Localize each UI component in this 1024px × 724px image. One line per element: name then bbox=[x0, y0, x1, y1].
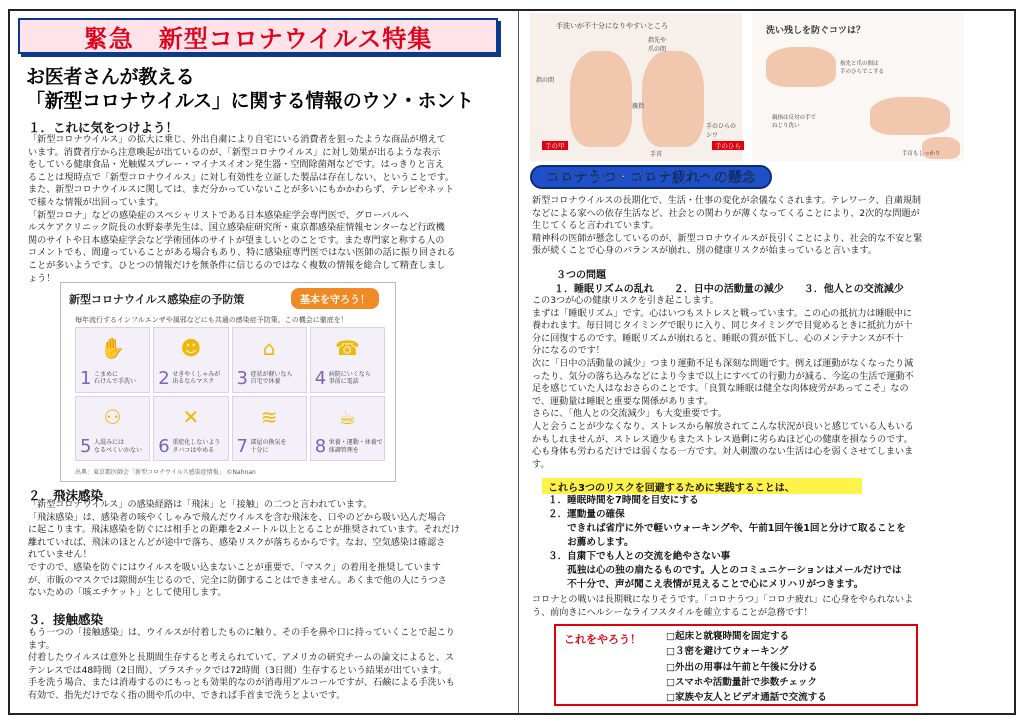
prevention-tile bbox=[232, 396, 307, 462]
intro-line: などによる家への依存生活など、社会との関わりが薄くなってくることにより、2次的な問題が bbox=[532, 208, 920, 219]
step-line: ２．運動量の確保 bbox=[548, 509, 625, 520]
hand-back-shape bbox=[570, 51, 632, 147]
no-smoking-icon: ✕ bbox=[182, 404, 200, 429]
section1-line: また、新型コロナウイルスに関しては、まだ分かっていないことが多いにもかかわらず、テレビやネット bbox=[28, 185, 454, 196]
handwash-diagram-photo bbox=[530, 13, 742, 161]
body-line: 足を感じていた人はなおさらのことです。「良質な睡眠は健全な肉体疲労があってこそ」なの bbox=[532, 384, 909, 395]
section1-line: 「新型コロナウイルス」の拡大に乗じ、外出自粛により自宅にいる消費者を狙ったような商品が増えて bbox=[28, 135, 446, 145]
headline-line1: お医者さんが教える bbox=[26, 66, 195, 88]
tile-label: 部屋の換気を 十分に bbox=[250, 439, 287, 454]
section2-line: 「飛沫感染」は、感染者の咳やくしゃみで飛んだウイルスを含む飛沫を、口やのどから吸い込んだ場合 bbox=[28, 512, 446, 523]
hand-photo bbox=[870, 97, 950, 135]
todo-list bbox=[666, 629, 827, 705]
section2-line: 「新型コロナウイルス」の感染経路は「飛沫」と「接触」の二つと言われています。 bbox=[28, 500, 373, 510]
section1-line: います。消費者庁から注意喚起が出ているのが、「新型コロナウイルス」に対し効果が出るような表示 bbox=[28, 147, 441, 158]
closing-line: コロナとの戦いは長期戦になりそうです。「コロナうつ」「コロナ疲れ」に心身をやられないよ bbox=[532, 595, 914, 605]
tile-label: 重症化しないよう タバコはやめる bbox=[172, 439, 221, 454]
body-line: 分になるのです！ bbox=[532, 346, 605, 357]
banner bbox=[18, 18, 498, 54]
tile-number: 2 bbox=[158, 367, 170, 389]
section2-line: に起こります。飛沫感染を防ぐには相手との距離を2メートル以上とることが推奨されています。それだけ bbox=[28, 525, 460, 536]
section1-line: 関のサイトや日本感染症学会など学術団体のサイトが望ましいとのことです。また専門家と称する人の bbox=[28, 235, 445, 246]
hand-palm-shape bbox=[642, 51, 704, 147]
tile-number: 8 bbox=[314, 436, 327, 457]
section2-line: れていません！ bbox=[28, 550, 92, 561]
prevention-tile bbox=[232, 327, 307, 393]
body-line: 心も身体も労わるだけでは弱くなる一方です。対人刺激のない生活は心を弱くさせてしまいま bbox=[532, 447, 914, 458]
intro-line: 精神科の医師が懸念しているのが、新型コロナウイルスが長引くことにより、社会的な不安と緊 bbox=[532, 233, 923, 244]
photo-left-title: 手洗いが不十分になりやすいところ bbox=[556, 22, 668, 30]
section2-line: 離れていれば、飛沫のほとんどが途中で落ち、感染リスクが落ちるからです。なお、空気感染は確認さ bbox=[28, 537, 446, 548]
section1-title: １．これに気をつけよう！ bbox=[28, 120, 179, 135]
step-line: 不十分で、声が聞こえ表情が見えることで心にメリハリがつきます。 bbox=[548, 579, 864, 590]
todo-box bbox=[554, 624, 918, 706]
handwash-tips-photo bbox=[752, 13, 964, 161]
section1-line: をしている健康食品・光触媒スプレー・マイナスイオン発生器・空間除菌剤などです。はっきりと言え bbox=[28, 160, 445, 171]
tile-label: 栄養・運動・休養で 体調管理を bbox=[328, 439, 383, 454]
banner-title: 緊急 新型コロナウイルス特集 bbox=[83, 24, 433, 53]
label-palm: 手のひら bbox=[712, 141, 744, 150]
prevention-tile bbox=[310, 396, 385, 462]
tip-note: 指先と爪の間は 手のひらでこする bbox=[840, 61, 884, 75]
headline-line2: 「新型コロナウイルス」に関する情報のウソ・ホント bbox=[26, 90, 474, 112]
tile-number: 3 bbox=[236, 367, 248, 389]
todo-item: □スマホや活動量計で歩数チェック bbox=[666, 676, 818, 688]
step-line: １．睡眠時間を7時間を目安にする bbox=[548, 495, 699, 506]
right-intro bbox=[532, 195, 923, 258]
section2-line: が、市販のマスクでは隙間が生じるので、完全に防御することはできません。あくまで他の人にうつさ bbox=[28, 575, 447, 586]
body-line: で、運動量は睡眠と重要な関係があります。 bbox=[532, 396, 713, 407]
intro-line: 張が続くことで心身のバランスが崩れ、別の健康リスクが始まっていると言います。 bbox=[532, 246, 877, 257]
meal-icon: ☕ bbox=[338, 404, 357, 429]
prevention-tile bbox=[153, 327, 228, 393]
step-line: お薦めします。 bbox=[548, 537, 634, 548]
tile-label: 病院にいくなら 事前に電話 bbox=[328, 370, 371, 385]
home-icon: ⌂ bbox=[262, 336, 276, 360]
label-wrist: 手首 bbox=[650, 151, 663, 158]
steps-list bbox=[548, 494, 906, 592]
step-line: ３．自粛下でも人との交流を絶やさない事 bbox=[548, 551, 731, 562]
prevention-tiles bbox=[75, 327, 385, 461]
infographic-badge: 基本を守ろう！ bbox=[291, 288, 379, 309]
handwash-icon: ✋ bbox=[100, 336, 126, 360]
mask-icon: ☻ bbox=[180, 336, 202, 360]
problems-list: １．睡眠リズムの乱れ ２．日中の活動量の減少 ３．他人との交流減少 bbox=[554, 284, 904, 295]
problems-title: ３つの問題 bbox=[556, 270, 606, 281]
tip-note: 手首もしっかり bbox=[902, 151, 941, 157]
body-line: かもしれませんが、ストレス過少もまたストレス過剰に劣らぬほど心の健康を損なうのです。 bbox=[532, 434, 913, 445]
body-line: 人と会うことが少なくなり、ストレスから解放されてこんな状況が良いと感じている人もいる bbox=[532, 421, 914, 432]
section2-line: ですので、感染を防ぐにはウイルスを吸い込まないことが重要で、「マスク」の着用を推奨しています bbox=[28, 562, 441, 573]
todo-item: □３密を避けてウォーキング bbox=[666, 646, 789, 658]
step-line: できれば省庁に外で軽いウォーキングや、午前1回午後1回と分けて取ることを bbox=[548, 523, 906, 534]
hand-photo bbox=[766, 47, 836, 87]
label-thumb: 親指 bbox=[632, 103, 645, 110]
tile-number: 1 bbox=[80, 367, 92, 389]
closing-text bbox=[532, 594, 913, 619]
section1-line: ことが多いようです。ひとつの情報だけを無条件に信じるのではなく複数の情報を総合して精査しまし bbox=[28, 260, 446, 271]
right-heading-pill bbox=[530, 165, 772, 189]
section1-line: 「新型コロナ」などの感染症のスペシャリストである日本感染症学会専門医で、グローバルヘ bbox=[28, 210, 409, 221]
phone-icon: ☎ bbox=[334, 336, 360, 360]
todo-item: □家族や友人とビデオ通話で交流する bbox=[666, 692, 827, 704]
infographic-subtitle: 毎年流行するインフルエンザや風邪などにも共通の感染症予防策。この機会に徹底を！ bbox=[75, 316, 348, 324]
intro-line: 生じてくると言われています。 bbox=[532, 221, 659, 232]
prevention-tile bbox=[75, 396, 150, 462]
section1-line: ルスケアクリニック院長の水野泰孝先生は、国立感染症研究所・東京都感染症情報センターなど行政機 bbox=[28, 223, 445, 234]
section1-body bbox=[28, 134, 455, 285]
label-back-of-hand: 手の甲 bbox=[542, 141, 568, 150]
section3-line: もう一つの「接触感染」は、ウイルスが付着したものに触り、その手を鼻や口に持っていくことで起こり bbox=[28, 628, 455, 638]
tile-number: 5 bbox=[80, 436, 92, 457]
section3-title: ３．接触感染 bbox=[28, 612, 104, 627]
tip-note: 親指は反対の手で ねじり洗い bbox=[772, 115, 817, 129]
prevention-tile bbox=[75, 327, 150, 393]
section1-line: ょう！ bbox=[28, 273, 56, 284]
body-line: 分に回復するのです。睡眠リズムが崩れると、睡眠の質が低下し、心のメンテナンスが不十 bbox=[532, 333, 904, 344]
intro-line: 新型コロナウイルスの長期化で、生活・仕事の変化が余儀なくされます。テレワーク、自粛規制 bbox=[532, 196, 922, 206]
tile-number: 6 bbox=[158, 436, 170, 457]
column-divider bbox=[518, 11, 519, 713]
tile-label: こまめに 石けんで手洗い bbox=[94, 370, 137, 385]
section3-line: 手を洗う場合、または消毒するのにもっとも効果的なのが消毒用アルコールですが、石鹸による手洗いも bbox=[28, 678, 455, 689]
highlight-text: これら3つのリスクを回避するために実践することは、 bbox=[548, 483, 795, 494]
section1-line: ることは現時点で「新型コロナウイルス」に対し有効性を立証した製品は存在しない、ということです。 bbox=[28, 172, 455, 183]
todo-title: これをやろう！ bbox=[564, 633, 641, 646]
tile-label: 症状が軽いなら 自宅で休養 bbox=[250, 370, 293, 385]
closing-line: う、前向きにヘルシーなライフスタイルを確立することが急務です！ bbox=[532, 607, 813, 618]
infographic-title: 新型コロナウイルス感染症の予防策 bbox=[69, 293, 245, 306]
right-heading: コロナうつ・コロナ疲れへの懸念 bbox=[546, 170, 756, 186]
section2-body bbox=[28, 499, 460, 600]
step-line: 孤独は心の独の扇たるものです。人とのコミュニケーションはメールだけでは bbox=[548, 565, 902, 576]
prevention-infographic bbox=[60, 282, 396, 482]
todo-item: □起床と就寝時間を固定する bbox=[666, 631, 789, 642]
prevention-tile bbox=[153, 396, 228, 462]
body-line: 養われます。毎日同じタイミングで眠りに入り、同じタイミングで目覚めるときに抵抗力が十 bbox=[532, 321, 913, 332]
tile-label: 人混みには なるべくいかない bbox=[94, 439, 143, 454]
tile-label: せきやくしゃみが 出るならマスク bbox=[172, 370, 221, 385]
crowd-icon: ⚇ bbox=[103, 404, 122, 429]
tile-number: 7 bbox=[236, 436, 248, 457]
section2-title: ２．飛沫感染 bbox=[28, 488, 104, 503]
tile-number: 4 bbox=[314, 367, 327, 389]
section3-line: ます。 bbox=[28, 640, 55, 651]
body-line: この3つが心の健康リスクを引き起こします。 bbox=[532, 296, 719, 306]
section3-line: テンレスでは48時間（2日間）、プラスチックでは72時間（3日間）生存するという結果が出ています。 bbox=[28, 665, 447, 676]
body-line: 次に「日中の活動量の減少」つまり運動不足も深刻な問題です。例えば運動がなくなったり減 bbox=[532, 358, 914, 369]
todo-item: □外出の用事は午前と午後に分ける bbox=[666, 661, 818, 673]
section3-body bbox=[28, 627, 455, 703]
body-line: さらに、「他人との交流減少」も大変重要です。 bbox=[532, 409, 727, 420]
label-palm-creases: 手のひらの シワ bbox=[706, 123, 737, 139]
section3-line: 有効で、指先だけでなく指の間や爪の中、できれば手首まで洗うとよいです。 bbox=[28, 690, 346, 701]
body-line: まずは「睡眠リズム」です。心はいつもストレスと戦っています。この心の抵抗力は睡眠中に bbox=[532, 308, 913, 319]
prevention-tile bbox=[310, 327, 385, 393]
body-line: ったり、気分の落ち込みなどにより今まで以上にすべての行動力が減る、今迄の生活で運動不 bbox=[532, 371, 914, 382]
right-body bbox=[532, 295, 914, 471]
section2-line: ないための「咳エチケット」として使用します。 bbox=[28, 588, 227, 599]
infographic-source: 出典：東京都医師会「新型コロナウイルス感染症情報」 ©Nahnan bbox=[75, 469, 256, 476]
photo-right-title: 洗い残しを防ぐコツは？ bbox=[766, 26, 866, 36]
ventilation-icon: ≋ bbox=[260, 404, 278, 429]
section3-line: 付着したウイルスは意外と長期間生存すると考えられていて、アメリカの研究チームの論文によると、ス bbox=[28, 653, 455, 664]
label-between-fingers: 指の間 bbox=[536, 77, 555, 84]
section1-line: コメントでも、間違っていることがある場合もあり、特に感染症専門医ではない医師の話に振り回される bbox=[28, 248, 456, 259]
body-line: す。 bbox=[532, 459, 550, 470]
label-fingertips: 指先や 爪の間 bbox=[648, 37, 667, 53]
section1-line: で様々な情報が出回っています。 bbox=[28, 197, 164, 208]
